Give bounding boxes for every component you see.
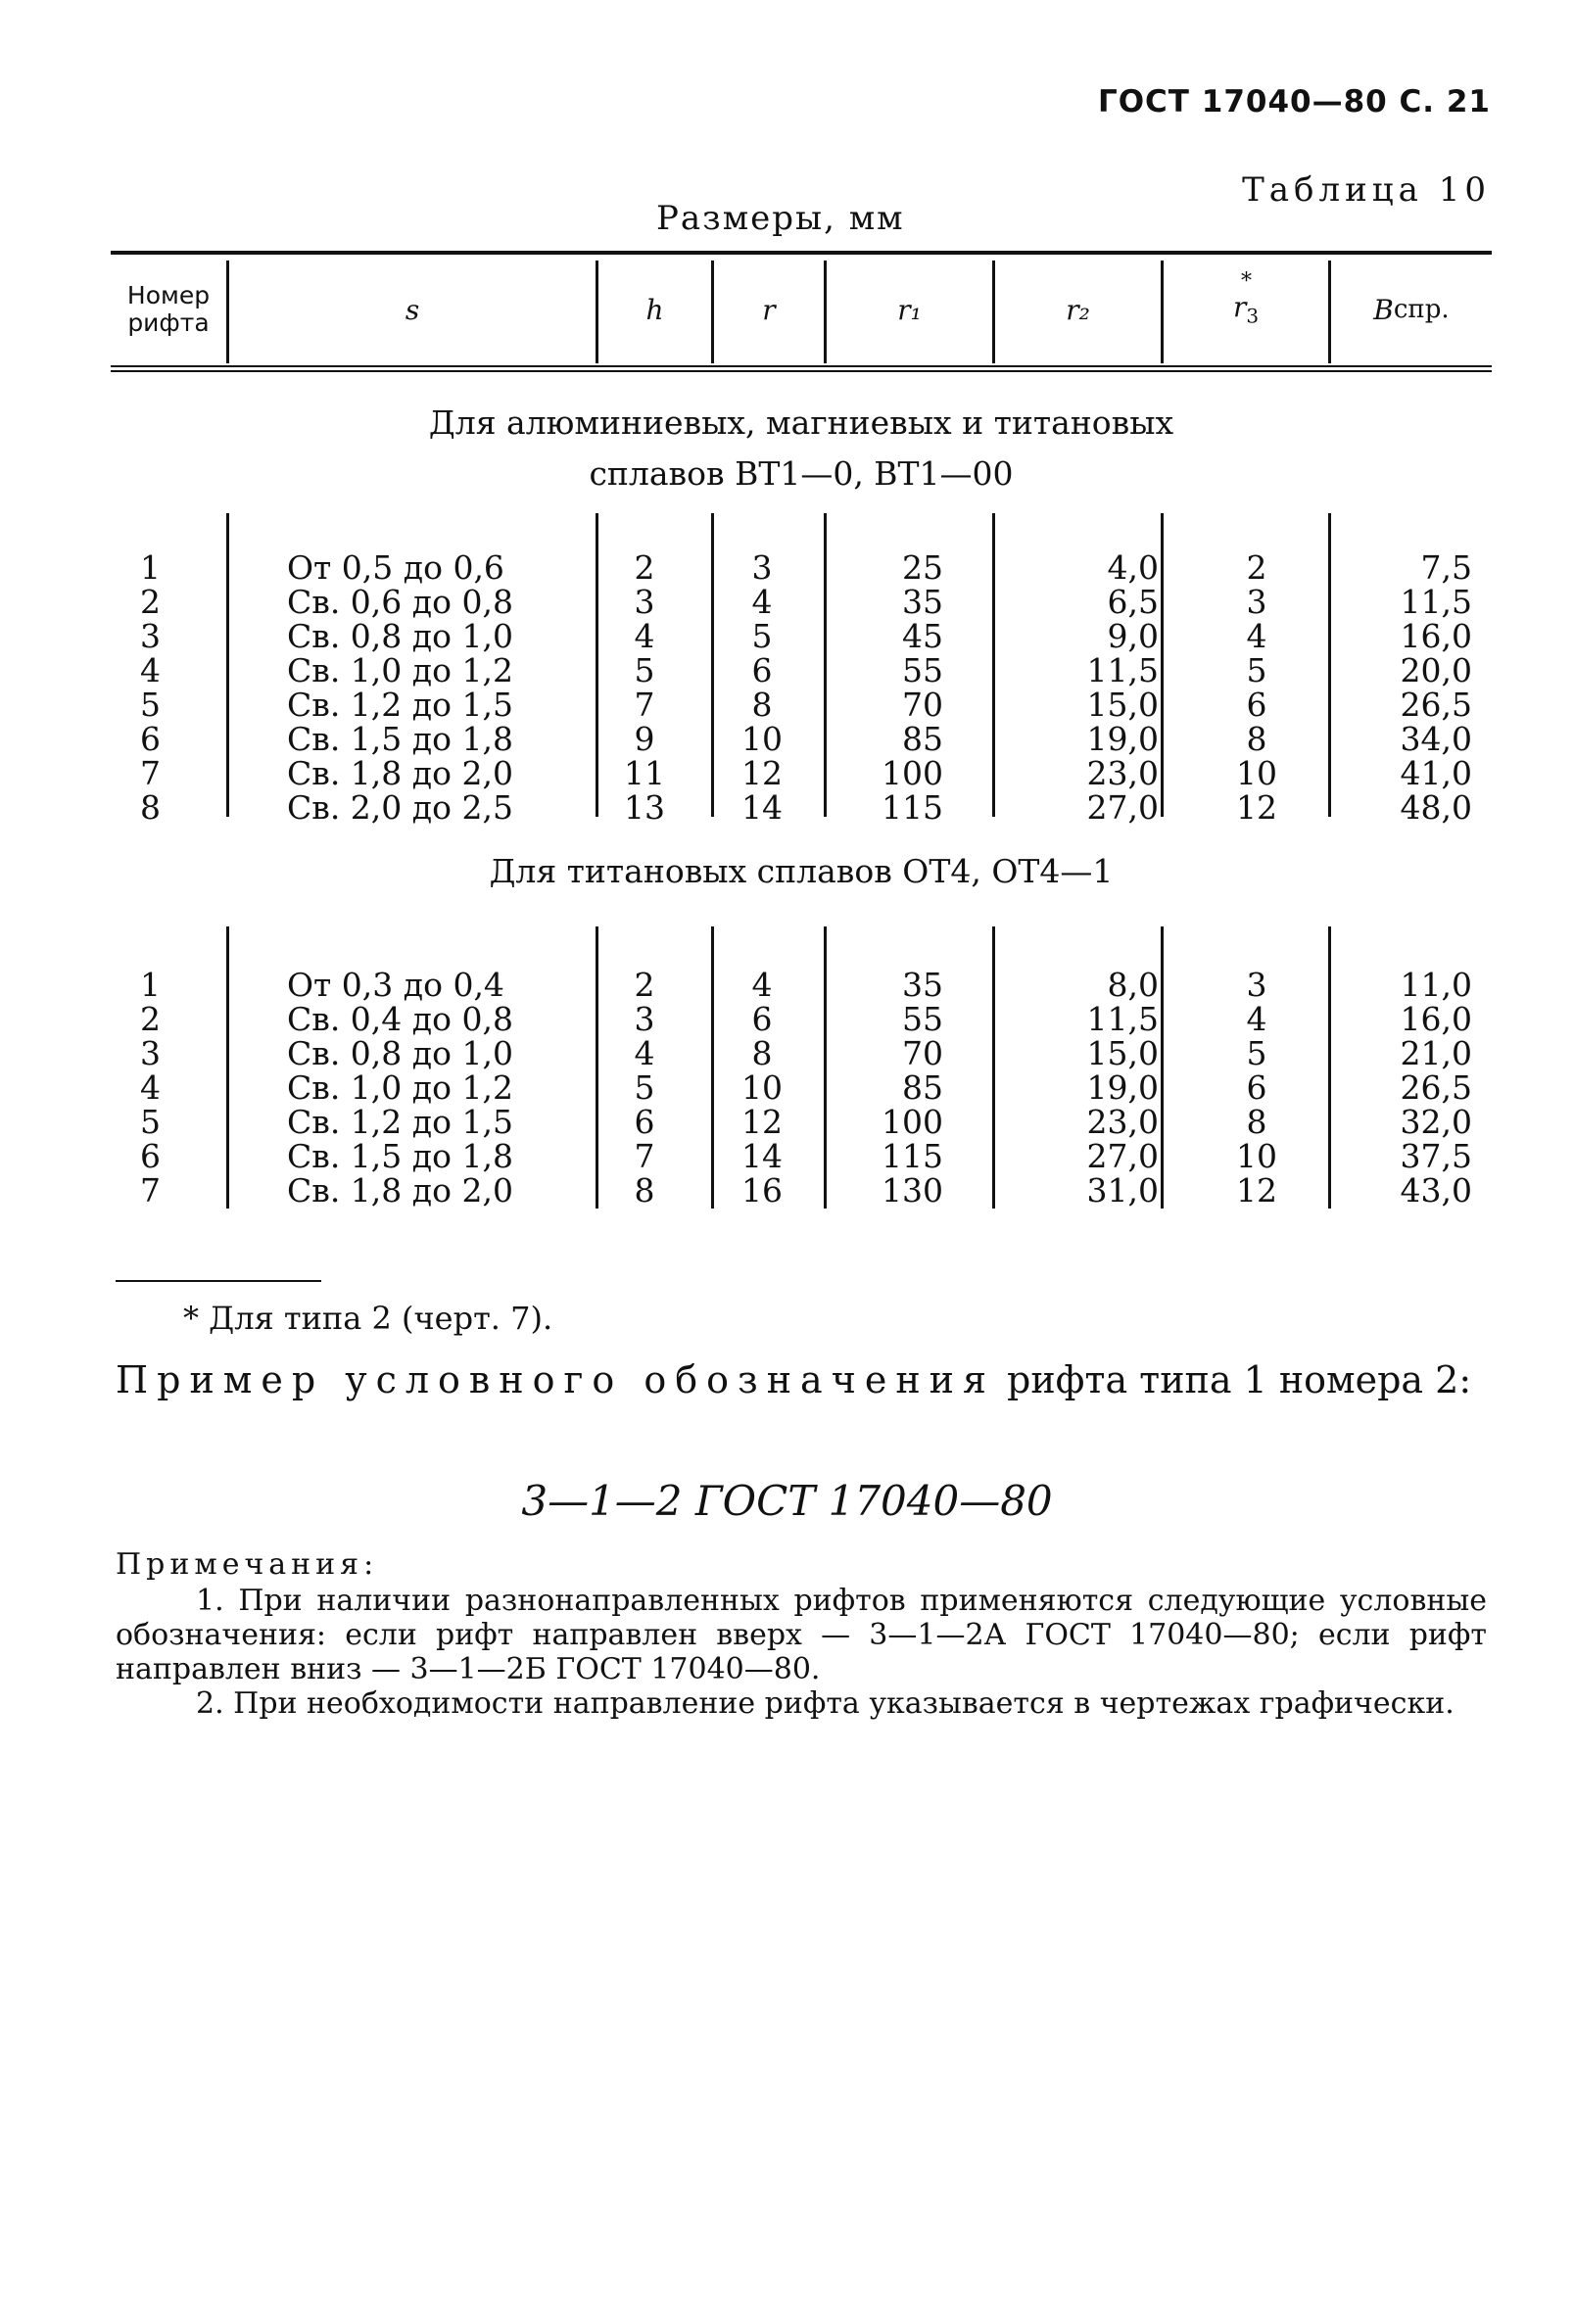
cell-r1: 35 bbox=[902, 966, 943, 1004]
cell-b: 37,5 bbox=[1400, 1137, 1472, 1175]
cell-b: 32,0 bbox=[1400, 1103, 1472, 1141]
header-r3-base: r bbox=[1232, 291, 1247, 324]
cell-r2: 8,0 bbox=[1107, 966, 1159, 1004]
units-caption: Размеры, мм bbox=[656, 199, 905, 238]
cell-r: 12 bbox=[741, 1103, 783, 1141]
cell-s: Св. 1,2 до 1,5 bbox=[287, 686, 513, 724]
cell-r: 5 bbox=[751, 617, 773, 655]
header-r1: r₁ bbox=[897, 293, 922, 326]
cell-number: 2 bbox=[140, 583, 161, 621]
cell-r2: 27,0 bbox=[1086, 788, 1159, 827]
cell-r: 8 bbox=[751, 686, 773, 724]
header-b bbox=[1331, 251, 1492, 368]
notes-title: Примечания: bbox=[116, 1547, 379, 1582]
table-row bbox=[111, 1070, 1492, 1105]
cell-r2: 15,0 bbox=[1086, 1034, 1159, 1072]
cell-r2: 31,0 bbox=[1086, 1171, 1159, 1209]
cell-b: 43,0 bbox=[1400, 1171, 1472, 1209]
cell-number: 8 bbox=[140, 788, 161, 827]
table-row bbox=[111, 756, 1492, 790]
cell-r1: 85 bbox=[902, 1068, 943, 1107]
table-row bbox=[111, 722, 1492, 756]
cell-number: 4 bbox=[140, 1068, 161, 1107]
cell-s: Св. 1,5 до 1,8 bbox=[287, 1137, 513, 1175]
cell-r1: 115 bbox=[882, 1137, 943, 1175]
cell-r3: 4 bbox=[1246, 1000, 1267, 1038]
table-row bbox=[111, 1002, 1492, 1036]
cell-r: 10 bbox=[741, 1068, 783, 1107]
cell-h: 2 bbox=[634, 548, 655, 587]
cell-r2: 11,5 bbox=[1086, 651, 1159, 689]
cell-r: 6 bbox=[751, 1000, 773, 1038]
cell-s: Св. 0,8 до 1,0 bbox=[287, 617, 513, 655]
cell-s: Св. 1,8 до 2,0 bbox=[287, 754, 513, 792]
cell-r2: 11,5 bbox=[1086, 1000, 1159, 1038]
cell-h: 2 bbox=[634, 966, 655, 1004]
cell-r3: 6 bbox=[1246, 686, 1267, 724]
header-h: h bbox=[645, 293, 664, 326]
notes bbox=[116, 1547, 1487, 1721]
table-row bbox=[111, 1105, 1492, 1139]
header-r3 bbox=[1164, 251, 1328, 368]
cell-r3: 4 bbox=[1246, 617, 1267, 655]
cell-r1: 115 bbox=[882, 788, 943, 827]
cell-number: 7 bbox=[140, 754, 161, 792]
cell-b: 11,0 bbox=[1400, 966, 1472, 1004]
cell-h: 6 bbox=[634, 1103, 655, 1141]
cell-r3: 10 bbox=[1236, 754, 1277, 792]
cell-number: 7 bbox=[140, 1171, 161, 1209]
cell-s: Св. 2,0 до 2,5 bbox=[287, 788, 513, 827]
cell-r: 10 bbox=[741, 720, 783, 758]
header-r3-symbol bbox=[1232, 269, 1260, 328]
cell-b: 41,0 bbox=[1400, 754, 1472, 792]
cell-r1: 100 bbox=[882, 754, 943, 792]
cell-r1: 55 bbox=[902, 1000, 943, 1038]
footnote: * Для типа 2 (черт. 7). bbox=[183, 1300, 553, 1337]
cell-r3: 12 bbox=[1236, 788, 1277, 827]
cell-r1: 35 bbox=[902, 583, 943, 621]
cell-b: 16,0 bbox=[1400, 1000, 1472, 1038]
cell-s: Св. 0,8 до 1,0 bbox=[287, 1034, 513, 1072]
cell-r2: 9,0 bbox=[1107, 617, 1159, 655]
cell-number: 1 bbox=[140, 966, 161, 1004]
cell-r: 12 bbox=[741, 754, 783, 792]
table-row bbox=[111, 1139, 1492, 1173]
cell-r3: 6 bbox=[1246, 1068, 1267, 1107]
cell-r: 14 bbox=[741, 1137, 783, 1175]
cell-r3: 8 bbox=[1246, 1103, 1267, 1141]
table-row bbox=[111, 619, 1492, 653]
example-lead: Пример условного обозначения bbox=[116, 1358, 995, 1401]
cell-r2: 19,0 bbox=[1086, 1068, 1159, 1107]
footnote-rule bbox=[116, 1280, 321, 1282]
cell-r3: 12 bbox=[1236, 1171, 1277, 1209]
header-r3-sub: 3 bbox=[1246, 304, 1260, 328]
cell-s: Св. 0,6 до 0,8 bbox=[287, 583, 513, 621]
cell-s: От 0,5 до 0,6 bbox=[287, 548, 504, 587]
header-r: r bbox=[762, 293, 776, 326]
cell-h: 3 bbox=[634, 1000, 655, 1038]
cell-r: 3 bbox=[751, 548, 773, 587]
designation-formula: 3—1—2 ГОСТ 17040—80 bbox=[521, 1477, 1053, 1525]
cell-s: Св. 0,4 до 0,8 bbox=[287, 1000, 513, 1038]
cell-number: 6 bbox=[140, 720, 161, 758]
cell-h: 3 bbox=[634, 583, 655, 621]
cell-h: 4 bbox=[634, 1034, 655, 1072]
cell-s: Св. 1,0 до 1,2 bbox=[287, 1068, 513, 1107]
cell-number: 4 bbox=[140, 651, 161, 689]
cell-r2: 23,0 bbox=[1086, 754, 1159, 792]
cell-r1: 70 bbox=[902, 686, 943, 724]
table-row bbox=[111, 1173, 1492, 1208]
table-row bbox=[111, 968, 1492, 1002]
cell-r3: 2 bbox=[1246, 548, 1267, 587]
cell-r3: 8 bbox=[1246, 720, 1267, 758]
cell-b: 20,0 bbox=[1400, 651, 1472, 689]
cell-r3: 5 bbox=[1246, 1034, 1267, 1072]
header-number-line2: рифта bbox=[127, 308, 210, 337]
cell-b: 11,5 bbox=[1400, 583, 1472, 621]
cell-number: 3 bbox=[140, 617, 161, 655]
cell-r3: 3 bbox=[1246, 583, 1267, 621]
cell-r: 4 bbox=[751, 583, 773, 621]
cell-r: 4 bbox=[751, 966, 773, 1004]
cell-r2: 19,0 bbox=[1086, 720, 1159, 758]
cell-b: 21,0 bbox=[1400, 1034, 1472, 1072]
cell-r2: 27,0 bbox=[1086, 1137, 1159, 1175]
cell-r3: 5 bbox=[1246, 651, 1267, 689]
cell-h: 7 bbox=[634, 686, 655, 724]
cell-h: 5 bbox=[634, 1068, 655, 1107]
table-row bbox=[111, 1036, 1492, 1070]
table-row bbox=[111, 688, 1492, 722]
cell-r1: 25 bbox=[902, 548, 943, 587]
cell-r3: 10 bbox=[1236, 1137, 1277, 1175]
section-1-title bbox=[111, 398, 1492, 499]
cell-s: Св. 1,8 до 2,0 bbox=[287, 1171, 513, 1209]
note-1: 1. При наличии разнонаправленных рифтов применяются следующие условные обозначения: если рифт направлен вверх — 3—1—2А ГОСТ 17040—80; если рифт направлен вниз — 3—1—2Б ГОСТ 17040—80. bbox=[116, 1584, 1487, 1686]
cell-s: От 0,3 до 0,4 bbox=[287, 966, 504, 1004]
cell-s: Св. 1,0 до 1,2 bbox=[287, 651, 513, 689]
cell-h: 11 bbox=[624, 754, 665, 792]
note-2: 2. При необходимости направление рифта указывается в чертежах графически. bbox=[196, 1686, 1455, 1721]
cell-number: 5 bbox=[140, 1103, 161, 1141]
table-row bbox=[111, 585, 1492, 619]
cell-number: 1 bbox=[140, 548, 161, 587]
cell-r2: 6,5 bbox=[1107, 583, 1159, 621]
table-label: Таблица 10 bbox=[1242, 170, 1491, 210]
example-rest: рифта типа 1 номера 2: bbox=[994, 1358, 1472, 1401]
cell-r: 14 bbox=[741, 788, 783, 827]
cell-b: 48,0 bbox=[1400, 788, 1472, 827]
cell-b: 26,5 bbox=[1400, 686, 1472, 724]
header-r2: r₂ bbox=[1066, 293, 1090, 326]
cell-r1: 70 bbox=[902, 1034, 943, 1072]
section-1-title-line: сплавов ВТ1—0, ВТ1—00 bbox=[589, 454, 1014, 493]
header-number-line1: Номер bbox=[126, 281, 211, 309]
cell-number: 3 bbox=[140, 1034, 161, 1072]
cell-r1: 130 bbox=[882, 1171, 943, 1209]
cell-h: 7 bbox=[634, 1137, 655, 1175]
cell-r3: 3 bbox=[1246, 966, 1267, 1004]
header-number bbox=[111, 251, 226, 368]
header-b-base: B bbox=[1373, 293, 1394, 326]
cell-b: 7,5 bbox=[1420, 548, 1472, 587]
cell-r: 8 bbox=[751, 1034, 773, 1072]
cell-h: 8 bbox=[634, 1171, 655, 1209]
header-s: s bbox=[405, 293, 420, 326]
table-row bbox=[111, 653, 1492, 688]
header-b-sub: спр. bbox=[1393, 295, 1450, 324]
cell-r2: 15,0 bbox=[1086, 686, 1159, 724]
cell-b: 34,0 bbox=[1400, 720, 1472, 758]
table-row bbox=[111, 550, 1492, 585]
cell-b: 26,5 bbox=[1400, 1068, 1472, 1107]
cell-r1: 100 bbox=[882, 1103, 943, 1141]
cell-r1: 85 bbox=[902, 720, 943, 758]
cell-number: 5 bbox=[140, 686, 161, 724]
cell-r2: 4,0 bbox=[1107, 548, 1159, 587]
cell-r: 16 bbox=[741, 1171, 783, 1209]
page-header: ГОСТ 17040—80 С. 21 bbox=[1097, 84, 1491, 119]
cell-number: 2 bbox=[140, 1000, 161, 1038]
cell-r1: 55 bbox=[902, 651, 943, 689]
footnote-star: * bbox=[1240, 269, 1252, 295]
designation-example bbox=[116, 1356, 1487, 1403]
cell-s: Св. 1,2 до 1,5 bbox=[287, 1103, 513, 1141]
cell-r: 6 bbox=[751, 651, 773, 689]
cell-r1: 45 bbox=[902, 617, 943, 655]
cell-h: 9 bbox=[634, 720, 655, 758]
cell-s: Св. 1,5 до 1,8 bbox=[287, 720, 513, 758]
cell-h: 13 bbox=[624, 788, 665, 827]
table-row bbox=[111, 790, 1492, 825]
cell-h: 5 bbox=[634, 651, 655, 689]
dimensions-table bbox=[111, 251, 1492, 1261]
section-1-title-line: Для алюминиевых, магниевых и титановых bbox=[428, 403, 1174, 442]
cell-r2: 23,0 bbox=[1086, 1103, 1159, 1141]
cell-b: 16,0 bbox=[1400, 617, 1472, 655]
section-2-title: Для титановых сплавов ОТ4, ОТ4—1 bbox=[489, 852, 1114, 890]
header-bottom-rule-2 bbox=[111, 370, 1492, 372]
cell-number: 6 bbox=[140, 1137, 161, 1175]
cell-h: 4 bbox=[634, 617, 655, 655]
